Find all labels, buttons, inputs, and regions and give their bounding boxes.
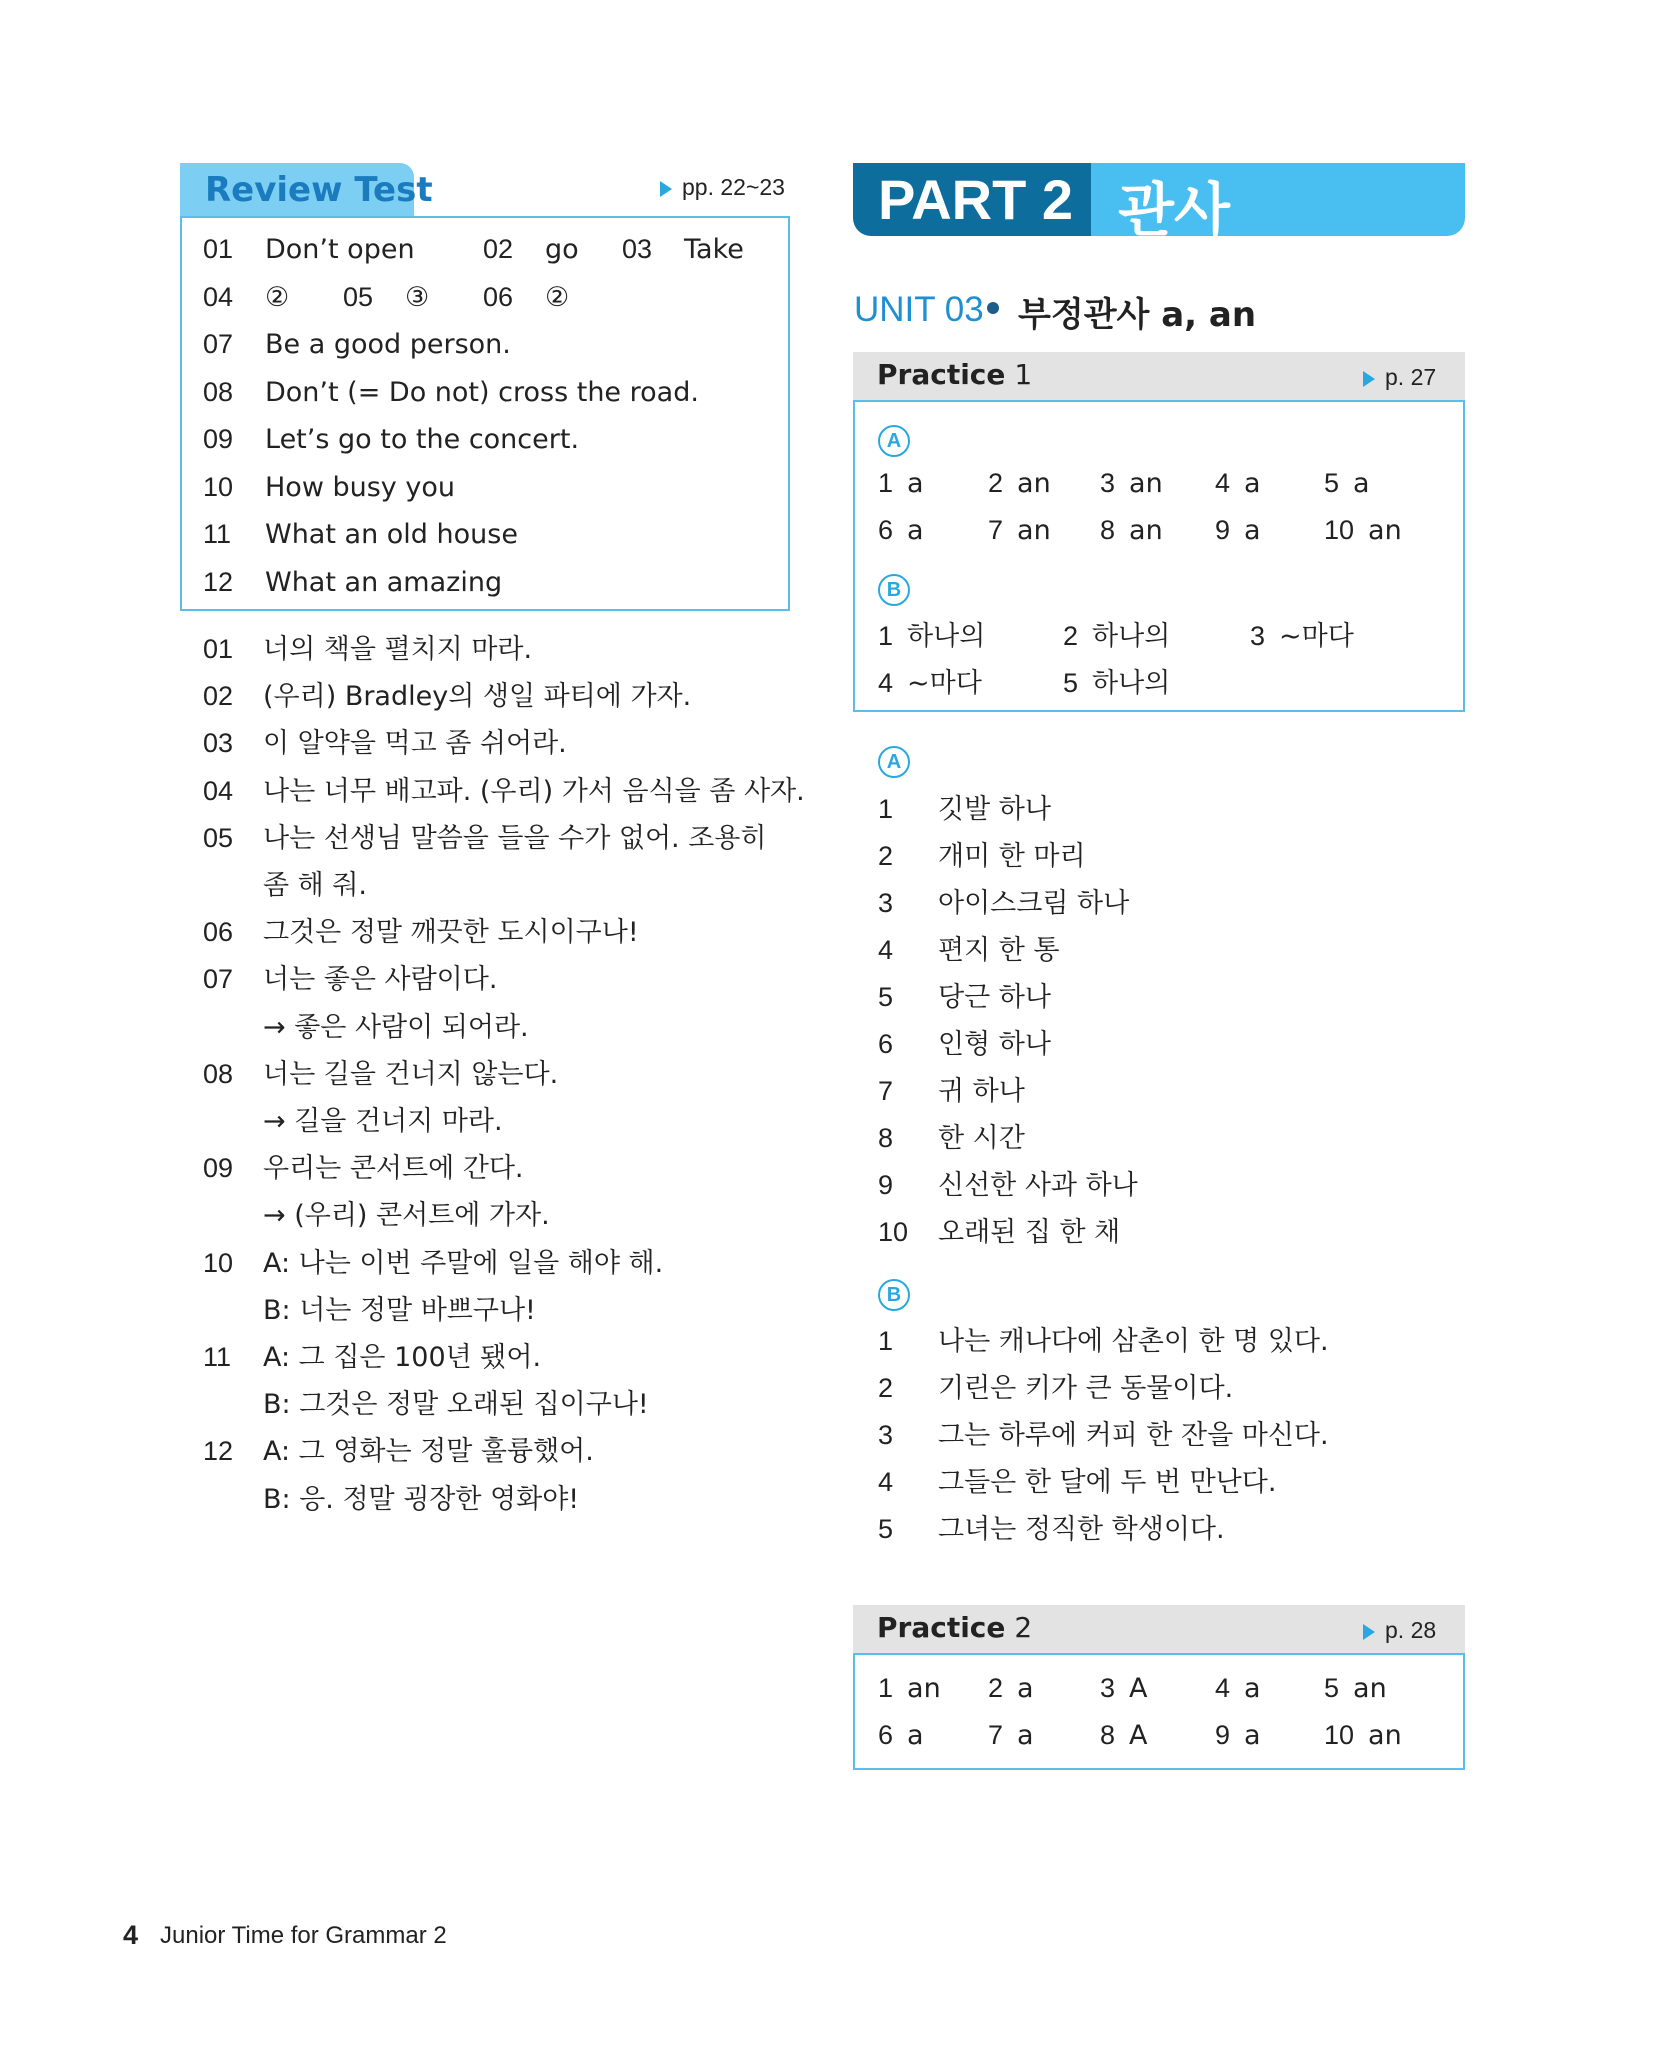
item-text: → 길을 건너지 마라. <box>263 1106 503 1137</box>
item-number: 9 <box>1215 515 1231 545</box>
translation-line <box>878 1460 1276 1499</box>
item-text: an <box>1017 515 1051 546</box>
item-number: 2 <box>878 1373 894 1403</box>
translation-line <box>203 1005 529 1044</box>
item-text: ~마다 <box>1279 621 1354 652</box>
item-number: 09 <box>203 1153 234 1184</box>
item-number: 10 <box>203 1247 234 1278</box>
answer-item <box>1100 515 1163 546</box>
item-text: 나는 선생님 말씀을 들을 수가 없어. 조용히 <box>263 822 767 854</box>
item-number: 06 <box>203 917 234 948</box>
item-text: 나는 캐나다에 삼촌이 한 명 있다. <box>938 1326 1329 1357</box>
item-text: B: 너는 정말 바쁘구나! <box>263 1294 536 1326</box>
item-number: 2 <box>988 468 1004 498</box>
item-text: 그는 하루에 커피 한 잔을 마신다. <box>938 1420 1329 1451</box>
item-number: 1 <box>878 468 894 498</box>
translation-line <box>203 816 766 855</box>
item-number: 2 <box>988 1673 1004 1703</box>
item-text: A: 그 집은 100년 됐어. <box>263 1342 542 1373</box>
item-number: 4 <box>1215 1673 1231 1703</box>
item-text: 하나의 <box>907 621 986 652</box>
item-text: 그녀는 정직한 학생이다. <box>938 1514 1225 1545</box>
review-test-answer-box <box>180 216 790 611</box>
item-text: a <box>1244 468 1261 499</box>
item-number: 10 <box>1324 1720 1355 1750</box>
answer-item <box>203 519 518 550</box>
item-text: a <box>1353 468 1370 499</box>
item-text: 귀 하나 <box>938 1076 1025 1107</box>
item-number: 6 <box>878 1029 894 1059</box>
translation-line <box>878 1507 1225 1546</box>
item-number: 04 <box>203 775 234 806</box>
item-number: 05 <box>343 281 374 312</box>
item-text: How busy you <box>265 471 455 503</box>
item-text: Take <box>684 234 744 265</box>
item-text: ② <box>545 281 570 313</box>
item-number: 10 <box>203 471 234 502</box>
item-number: 4 <box>878 668 894 698</box>
answer-item <box>1063 614 1170 653</box>
item-number: 6 <box>878 515 894 545</box>
answer-item <box>203 329 511 360</box>
translation-line <box>878 928 1060 967</box>
translation-line <box>878 1413 1329 1452</box>
item-text: A <box>1129 1673 1148 1704</box>
answer-item <box>878 614 985 653</box>
item-text: Let’s go to the concert. <box>265 424 580 455</box>
translation-line <box>203 1288 536 1327</box>
item-number: 4 <box>878 1467 894 1497</box>
item-number: 11 <box>203 1342 232 1372</box>
translation-line <box>878 1069 1025 1108</box>
answer-item <box>483 234 579 265</box>
translation-line <box>203 1193 550 1232</box>
play-triangle-icon <box>1363 1624 1375 1640</box>
item-text: an <box>1353 1673 1387 1704</box>
answer-item <box>878 515 924 546</box>
item-text: go <box>545 234 579 265</box>
item-text: a <box>1017 1720 1034 1751</box>
item-number: 07 <box>203 964 234 995</box>
item-number: 5 <box>878 1514 894 1544</box>
item-number: 01 <box>203 634 234 664</box>
answer-item <box>622 234 744 265</box>
translation-line <box>878 975 1051 1014</box>
section-b-marker-icon: B <box>878 574 910 606</box>
answer-item <box>878 1720 924 1751</box>
item-text: 깃발 하나 <box>938 794 1051 825</box>
translation-line <box>878 1022 1051 1061</box>
item-text: 그것은 정말 깨끗한 도시이구나! <box>263 917 639 949</box>
item-number: 1 <box>878 794 894 824</box>
answer-item <box>1324 1720 1402 1751</box>
answer-item <box>988 1720 1034 1751</box>
practice2-title: Practice 2 <box>877 1611 1033 1644</box>
answer-item <box>483 282 569 313</box>
translation-line <box>878 1116 1025 1155</box>
translation-line <box>878 787 1051 826</box>
translation-line <box>878 1366 1233 1405</box>
translation-line <box>203 1099 503 1138</box>
answer-item <box>203 567 502 598</box>
answer-item <box>203 377 699 408</box>
item-text: (우리) Bradley의 생일 파티에 가자. <box>263 681 692 713</box>
item-number: 08 <box>203 376 234 407</box>
answer-item <box>203 234 415 265</box>
item-text: a <box>1017 1673 1034 1704</box>
item-number: 4 <box>1215 468 1231 498</box>
item-text: a <box>907 515 924 546</box>
section-b-marker-icon: B <box>878 1279 910 1311</box>
page-number: 4 <box>123 1920 139 1950</box>
item-text: 기린은 키가 큰 동물이다. <box>938 1373 1234 1404</box>
item-text: 나는 너무 배고파. (우리) 가서 음식을 좀 사자. <box>263 775 805 807</box>
item-text: 그들은 한 달에 두 번 만난다. <box>938 1467 1277 1498</box>
translation-line <box>203 674 691 713</box>
item-number: 12 <box>203 1436 234 1467</box>
item-number: 02 <box>483 234 514 264</box>
item-number: 8 <box>1100 515 1116 545</box>
item-text: 인형 하나 <box>938 1029 1051 1060</box>
item-number: 11 <box>203 519 232 549</box>
item-number: 8 <box>878 1123 894 1153</box>
item-number: 05 <box>203 822 234 853</box>
item-number: 9 <box>1215 1720 1231 1750</box>
item-number: 3 <box>1100 1673 1116 1703</box>
part-label: PART 2 <box>878 168 1073 231</box>
practice1-pages: p. 27 <box>1363 364 1436 391</box>
answer-item <box>1215 1673 1261 1704</box>
translation-line <box>203 627 532 666</box>
answer-item <box>1215 515 1261 546</box>
item-text: What an amazing <box>265 566 503 598</box>
translation-line <box>878 1210 1120 1249</box>
review-test-pages: pp. 22~23 <box>660 174 785 201</box>
item-text: 이 알약을 먹고 좀 쉬어라. <box>263 728 567 760</box>
item-number: 10 <box>878 1217 909 1247</box>
item-text: B: 응. 정말 굉장한 영화야! <box>263 1483 580 1515</box>
answer-item <box>343 282 429 313</box>
answer-item <box>1100 468 1163 499</box>
review-test-title: Review Test <box>205 170 433 210</box>
item-text: 하나의 <box>1092 668 1171 699</box>
item-number: 7 <box>878 1076 894 1106</box>
answer-item <box>988 468 1051 499</box>
translation-line <box>203 957 497 996</box>
item-text: → (우리) 콘서트에 가자. <box>263 1200 550 1232</box>
translation-line <box>203 769 805 808</box>
answer-item <box>1324 1673 1387 1704</box>
item-number: 3 <box>878 888 894 918</box>
item-number: 03 <box>203 728 234 759</box>
unit-title: 부정관사 a, an <box>1018 295 1257 335</box>
item-text: 편지 한 통 <box>938 935 1060 966</box>
item-text: ③ <box>405 281 430 313</box>
translation-line <box>878 881 1129 920</box>
translation-line <box>203 1146 524 1185</box>
answer-item <box>1324 468 1370 499</box>
item-text: an <box>1129 468 1163 499</box>
item-text: 너의 책을 펼치지 마라. <box>263 634 533 665</box>
part-title: 관사 <box>1118 176 1231 244</box>
item-text: an <box>907 1673 941 1704</box>
item-text: Don’t (= Do not) cross the road. <box>265 376 699 408</box>
item-text: a <box>907 1720 924 1751</box>
translation-line <box>203 721 567 760</box>
item-number: 3 <box>1100 468 1116 498</box>
item-text: 하나의 <box>1092 621 1171 652</box>
answer-item <box>1100 1673 1148 1704</box>
item-text: Don’t open <box>265 234 415 265</box>
item-text: a <box>907 468 924 499</box>
item-text: 한 시간 <box>938 1123 1025 1154</box>
translation-line <box>203 1429 594 1468</box>
answer-item <box>878 1673 941 1704</box>
item-number: 04 <box>203 281 234 312</box>
item-text: 우리는 콘서트에 간다. <box>263 1153 524 1185</box>
item-number: 3 <box>1250 621 1266 651</box>
book-title: Junior Time for Grammar 2 <box>160 1922 447 1949</box>
translation-line <box>878 834 1086 873</box>
item-text: ~마다 <box>907 668 982 699</box>
item-text: A: 그 영화는 정말 훌륭했어. <box>263 1436 594 1468</box>
answer-item <box>203 472 455 503</box>
item-number: 5 <box>1063 668 1079 698</box>
item-number: 5 <box>1324 468 1340 498</box>
answer-item <box>988 515 1051 546</box>
answer-item <box>1100 1720 1148 1751</box>
item-number: 06 <box>483 281 514 312</box>
answer-item <box>203 282 289 313</box>
play-triangle-icon <box>1363 371 1375 387</box>
item-text: What an old house <box>265 519 518 550</box>
unit-label: UNIT 03 <box>854 290 984 329</box>
translation-line <box>878 1163 1138 1202</box>
item-number: 7 <box>988 1720 1004 1750</box>
item-text: → 좋은 사람이 되어라. <box>263 1011 529 1043</box>
item-number: 2 <box>878 841 894 871</box>
item-text: 당근 하나 <box>938 982 1051 1013</box>
item-number: 6 <box>878 1720 894 1750</box>
item-text: A: 나는 이번 주말에 일을 해야 해. <box>263 1247 664 1279</box>
translation-line <box>203 1241 663 1280</box>
item-number: 2 <box>1063 621 1079 651</box>
item-number: 1 <box>878 621 894 651</box>
item-text: 아이스크림 하나 <box>938 888 1130 919</box>
item-text: A <box>1129 1720 1148 1751</box>
item-text: 오래된 집 한 채 <box>938 1217 1121 1248</box>
practice2-pages: p. 28 <box>1363 1617 1436 1644</box>
translation-line <box>203 1335 541 1374</box>
item-number: 07 <box>203 329 234 359</box>
translation-line <box>878 1319 1329 1358</box>
item-number: 09 <box>203 424 234 454</box>
item-text: 너는 길을 건너지 않는다. <box>263 1058 559 1090</box>
bullet-dot-icon <box>987 302 999 314</box>
item-text: ② <box>265 281 290 313</box>
item-number: 02 <box>203 681 234 712</box>
item-number: 1 <box>878 1326 894 1356</box>
item-number: 01 <box>203 234 234 264</box>
item-text: a <box>1244 1673 1261 1704</box>
answer-item <box>203 424 579 455</box>
answer-item <box>878 468 924 499</box>
section-a-marker-icon: A <box>878 425 910 457</box>
item-number: 5 <box>878 982 894 1012</box>
item-text: an <box>1017 468 1051 499</box>
item-text: 개미 한 마리 <box>938 841 1086 872</box>
answer-item <box>878 661 982 700</box>
item-number: 12 <box>203 566 234 597</box>
item-text: an <box>1368 515 1402 546</box>
item-text: a <box>1244 1720 1261 1751</box>
item-text: 좀 해 줘. <box>263 870 367 901</box>
translation-line <box>203 910 639 949</box>
item-text: B: 그것은 정말 오래된 집이구나! <box>263 1389 649 1421</box>
item-text: 신선한 사과 하나 <box>938 1170 1138 1201</box>
translation-line <box>203 1052 558 1091</box>
translation-line <box>203 1382 649 1421</box>
item-number: 10 <box>1324 515 1355 545</box>
section-a-marker-icon: A <box>878 746 910 778</box>
item-number: 9 <box>878 1170 894 1200</box>
practice1-title: Practice 1 <box>877 358 1033 391</box>
item-number: 7 <box>988 515 1004 545</box>
answer-item <box>988 1673 1034 1704</box>
answer-item <box>1215 1720 1261 1751</box>
answer-item <box>1063 661 1170 700</box>
item-number: 4 <box>878 935 894 965</box>
answer-item <box>1250 614 1354 653</box>
item-number: 3 <box>878 1420 894 1450</box>
item-text: an <box>1368 1720 1402 1751</box>
item-number: 5 <box>1324 1673 1340 1703</box>
item-number: 8 <box>1100 1720 1116 1750</box>
play-triangle-icon <box>660 181 672 197</box>
item-text: an <box>1129 515 1163 546</box>
item-number: 03 <box>622 234 653 264</box>
answer-item <box>1215 468 1261 499</box>
item-number: 08 <box>203 1058 234 1089</box>
translation-line <box>203 1477 579 1516</box>
item-text: 너는 좋은 사람이다. <box>263 964 498 996</box>
answer-item <box>1324 515 1402 546</box>
translation-line <box>203 863 367 902</box>
item-text: Be a good person. <box>265 329 511 360</box>
item-text: a <box>1244 515 1261 546</box>
item-number: 1 <box>878 1673 894 1703</box>
